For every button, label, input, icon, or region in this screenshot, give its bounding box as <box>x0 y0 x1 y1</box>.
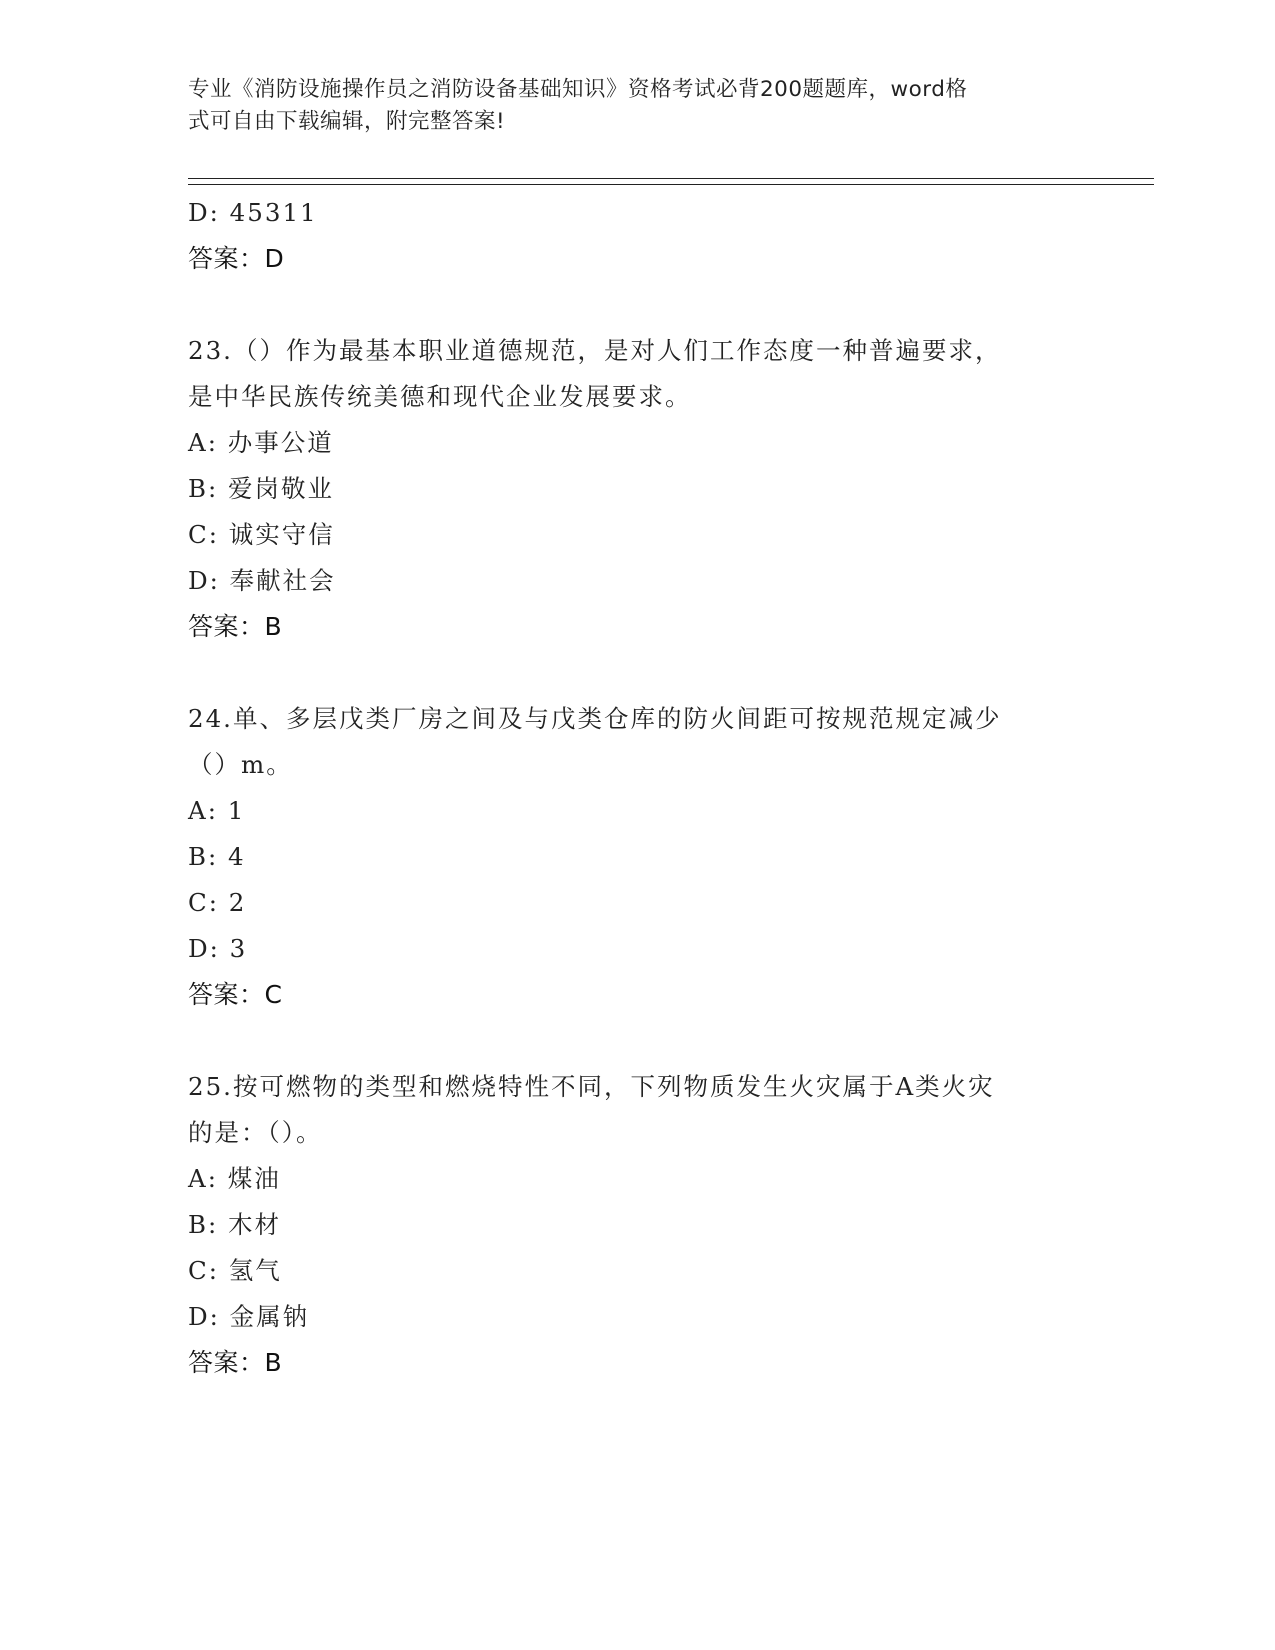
answer: 答案：B <box>188 1348 283 1377</box>
option-a: A: 煤油 <box>188 1164 281 1193</box>
question-stem: 24.单、多层戊类厂房之间及与戊类仓库的防火间距可按规范规定减少 <box>188 704 1002 733</box>
spacer <box>188 650 1088 696</box>
option-b: B: 木材 <box>188 1210 282 1239</box>
question-stem: 是中华民族传统美德和现代企业发展要求。 <box>188 382 692 411</box>
option-a: A: 办事公道 <box>188 428 334 457</box>
answer: 答案：B <box>188 612 283 641</box>
question-25 <box>188 1064 1088 1386</box>
question-24 <box>188 696 1088 1018</box>
document-header <box>188 74 1068 138</box>
option-b: B: 爱岗敬业 <box>188 474 335 503</box>
question-23 <box>188 328 1088 650</box>
option-d: D: 3 <box>188 934 248 963</box>
question-list <box>188 190 1088 1386</box>
header-line-1: 专业《消防设施操作员之消防设备基础知识》资格考试必背200题题库，word格 <box>188 77 968 102</box>
option-c: C: 诚实守信 <box>188 520 335 549</box>
option-c: C: 2 <box>188 888 247 917</box>
option-d: D: 金属钠 <box>188 1302 310 1331</box>
spacer <box>188 1018 1088 1064</box>
question-stem: （）m。 <box>188 750 293 779</box>
question-stem: 的是：（）。 <box>188 1118 323 1147</box>
spacer <box>188 282 1088 328</box>
carryover-option-d: D: 45311 <box>188 198 318 227</box>
answer: 答案：C <box>188 980 283 1009</box>
question-stem: 23.（）作为最基本职业道德规范，是对人们工作态度一种普遍要求， <box>188 336 1002 365</box>
question-stem: 25.按可燃物的类型和燃烧特性不同，下列物质发生火灾属于A类火灾 <box>188 1072 995 1101</box>
option-a: A: 1 <box>188 796 246 825</box>
header-line-2: 式可自由下载编辑，附完整答案! <box>188 109 506 134</box>
header-divider-top <box>188 178 1154 179</box>
header-divider-bottom <box>188 184 1154 185</box>
option-d: D: 奉献社会 <box>188 566 336 595</box>
option-b: B: 4 <box>188 842 246 871</box>
carryover-answer: 答案：D <box>188 244 285 273</box>
option-c: C: 氢气 <box>188 1256 282 1285</box>
